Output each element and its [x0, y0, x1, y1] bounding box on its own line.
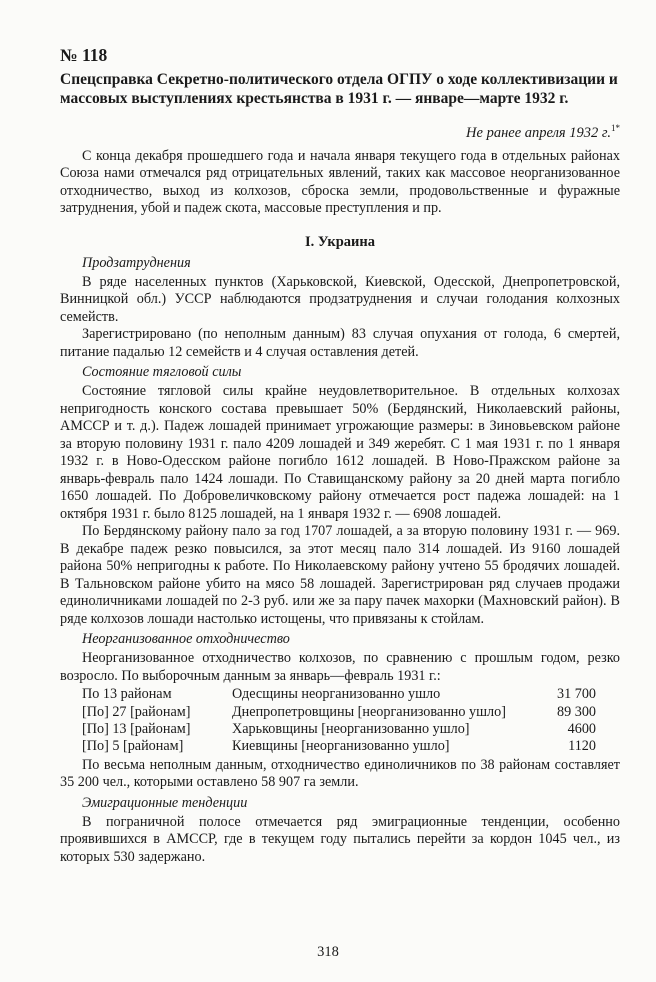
paragraph: Состояние тягловой силы крайне неудовлетворительное. В отдельных колхозах непригодность конского состава превышает 50% (Бердянский, Николаевский районы, АМССР и т. д.). Падеж лошадей принимает угрожающие размеры: в Зиновьевском районе за вторую половину 1931 г. пало 4209 лошадей и 349 жеребят. С 1 мая 1931 г. по 1 января 1932 г. в Ново-Одесском районе погибло 1612 лошадей. В Ново-Пражском районе за январь-февраль пало 1424 лошади. По Ставищанскому району за 20 дней марта погибло 1650 лошадей. По Добровеличковскому району отмечается рост падежа лошадей: на 1 октября 1931 г. было 8125 лошадей, на 1 января 1932 г. — 6908 лошадей.: [60, 383, 620, 522]
table-cell: 31 700: [556, 686, 596, 703]
table-row: [60, 686, 620, 703]
subheading-food: Продзатруднения: [82, 254, 191, 271]
subheading-otkhod: Неорганизованное отходничество: [82, 631, 290, 648]
table-cell: [По] 13 [районам]: [82, 720, 191, 737]
table-row: [60, 721, 620, 738]
table-cell: Харьковщины [неорганизованно ушло]: [232, 720, 470, 737]
table-cell: 1120: [568, 738, 596, 755]
table-cell: По 13 районам: [82, 686, 172, 703]
table-cell: 4600: [567, 720, 596, 737]
document-date: [60, 119, 620, 143]
table-row: [60, 704, 620, 721]
table-cell: [По] 27 [районам]: [82, 703, 191, 720]
document-number: № 118: [60, 45, 108, 65]
intro-paragraph: С конца декабря прошедшего года и начала января текущего года в отдельных районах Союза нами отмечался ряд отрицательных явлений, таких как массовое неорганизованное отходничество, выход из колхозов, сброска земли, продовольственные и фуражные затруднения, убой и падеж скота, массовые преступления и пр.: [60, 147, 620, 217]
paragraph: Неорганизованное отходничество колхозов, по сравнению с прошлым годом, резко возросло. По выборочным данным за январь—февраль 1931 г.:: [60, 650, 620, 684]
otkhod-table: [60, 686, 620, 755]
paragraph: По Бердянскому району пало за год 1707 лошадей, а за вторую половину 1931 г. — 969. В декабре падеж резко повысился, за этот месяц пало 314 лошадей. Из 9160 лошадей района 50% непригодны к работе. По Николаевскому району учтено 55 бродячих лошадей. В Тальновском районе убито на мясо 58 лошадей. Зарегистрирован ряд случаев продажи единоличниками лошадей по 2-3 руб. или же за пару пачек махорки (Махновский район). В ряде колхозов лошади настолько истощены, что привязаны к стойлам.: [60, 523, 620, 627]
section-title: I. Украина: [305, 233, 375, 250]
date-text: Не ранее апреля 1932 г.: [466, 124, 611, 141]
paragraph: В пограничной полосе отмечается ряд эмиграционные тенденции, особенно проявившихся в АМССР, где в текущем году пытались перейти за кордон 1045 чел., из которых 530 задержано.: [60, 813, 620, 865]
date-footnote-mark: 1*: [611, 123, 620, 133]
table-row: [60, 738, 620, 755]
subheading-emigration: Эмиграционные тенденции: [82, 794, 248, 811]
table-cell: Одесщины неорганизованно ушло: [232, 686, 441, 703]
subheading-draft-power: Состояние тягловой силы: [82, 364, 242, 381]
table-cell: Днепропетровщины [неорганизованно ушло]: [232, 703, 506, 720]
table-cell: Киевщины [неорганизованно ушло]: [232, 738, 450, 755]
paragraph: По весьма неполным данным, отходничество единоличников по 38 районам составляет 35 200 чел., которыми оставлено 58 907 га земли.: [60, 756, 620, 791]
paragraph: В ряде населенных пунктов (Харьковской, Киевской, Одесской, Днепропетровской, Винницкой обл.) УССР наблюдаются продзатруднения и случаи голодания колхозных семейств.: [60, 273, 620, 325]
table-cell: 89 300: [556, 703, 596, 720]
document-title: Спецсправка Секретно-политического отдела ОГПУ о ходе коллективизации и массовых выступлениях крестьянства в 1931 г. — январе—марте 1932 г.: [60, 71, 618, 107]
page-number: 318: [317, 944, 339, 960]
table-cell: [По] 5 [районам]: [82, 738, 184, 755]
paragraph: Зарегистрировано (по неполным данным) 83 случая опухания от голода, 6 смертей, питание падалью 12 семейств и 4 случая оставления детей.: [60, 326, 620, 360]
